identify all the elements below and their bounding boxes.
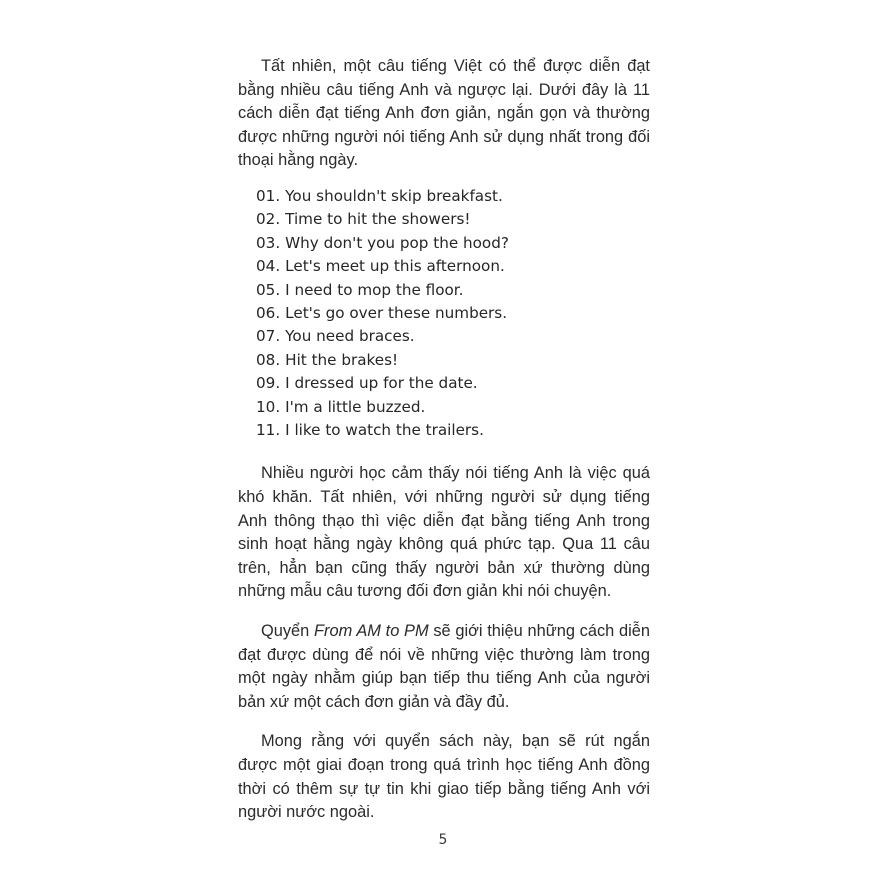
item-number: 08.: [256, 350, 281, 369]
item-text: I dressed up for the date.: [285, 374, 478, 393]
item-number: 07.: [256, 327, 281, 346]
item-text: Why don't you pop the hood?: [285, 233, 509, 252]
item-number: 09.: [256, 374, 281, 393]
book-intro-start: Quyển: [261, 622, 315, 640]
item-text: I like to watch the trailers.: [285, 421, 484, 440]
item-number: 04.: [256, 257, 281, 276]
book-title: From AM to PM: [314, 622, 429, 640]
list-item: [256, 208, 650, 231]
list-item: [256, 279, 650, 302]
phrase-list: [238, 185, 650, 442]
list-item: [256, 349, 650, 372]
list-item: [256, 302, 650, 325]
page-number: 5: [438, 832, 448, 848]
list-item: [256, 232, 650, 255]
item-number: 11.: [256, 421, 281, 440]
list-item: [256, 396, 650, 419]
list-item: [256, 185, 650, 208]
list-item: [256, 419, 650, 442]
item-text: I'm a little buzzed.: [285, 397, 426, 416]
list-item: [256, 255, 650, 278]
item-number: 01.: [256, 186, 281, 205]
item-number: 03.: [256, 233, 281, 252]
item-number: 10.: [256, 397, 281, 416]
intro-paragraph: Tất nhiên, một câu tiếng Việt có thể được diễn đạt bằng nhiều câu tiếng Anh và ngược lại. Dưới đây là 11 cách diễn đạt tiếng Anh đơn giản, ngắn gọn và thường được những người nói tiếng Anh sử dụng nhất trong đối thoại hằng ngày.: [238, 57, 650, 170]
item-text: Time to hit the showers!: [285, 210, 471, 229]
learners-paragraph: Nhiều người học cảm thấy nói tiếng Anh là việc quá khó khăn. Tất nhiên, với những người sử dụng tiếng Anh thông thạo thì việc diễn đạt bằng tiếng Anh trong sinh hoạt hằng ngày không quá phức tạp. Qua 11 câu trên, hẳn bạn cũng thấy người bản xứ thường dùng những mẫu câu tương đối đơn giản khi nói chuyện.: [238, 464, 650, 601]
closing-paragraph: Mong rằng với quyển sách này, bạn sẽ rút ngắn được một giai đoạn trong quá trình học tiếng Anh đồng thời có thêm sự tự tin khi giao tiếp bằng tiếng Anh với người nước ngoài.: [238, 732, 650, 822]
book-intro-paragraph: [238, 620, 650, 714]
item-number: 06.: [256, 304, 281, 322]
item-text: You shouldn't skip breakfast.: [285, 186, 503, 205]
item-text: Let's meet up this afternoon.: [285, 257, 505, 276]
book-intro-rest: sẽ giới thiệu những cách diễn đạt được dùng để nói về những việc thường làm trong một ngày nhằm giúp bạn tiếp thu tiếng Anh của người bản xứ một cách đơn giản và đầy đủ.: [238, 622, 650, 711]
item-text: Hit the brakes!: [285, 350, 399, 369]
list-item: [256, 325, 650, 348]
item-number: 05.: [256, 280, 281, 299]
item-text: Let's go over these numbers.: [285, 304, 508, 322]
item-text: I need to mop the floor.: [285, 280, 464, 299]
item-text: You need braces.: [285, 327, 415, 346]
item-number: 02.: [256, 210, 281, 229]
list-item: [256, 372, 650, 395]
text-column: [238, 55, 650, 825]
